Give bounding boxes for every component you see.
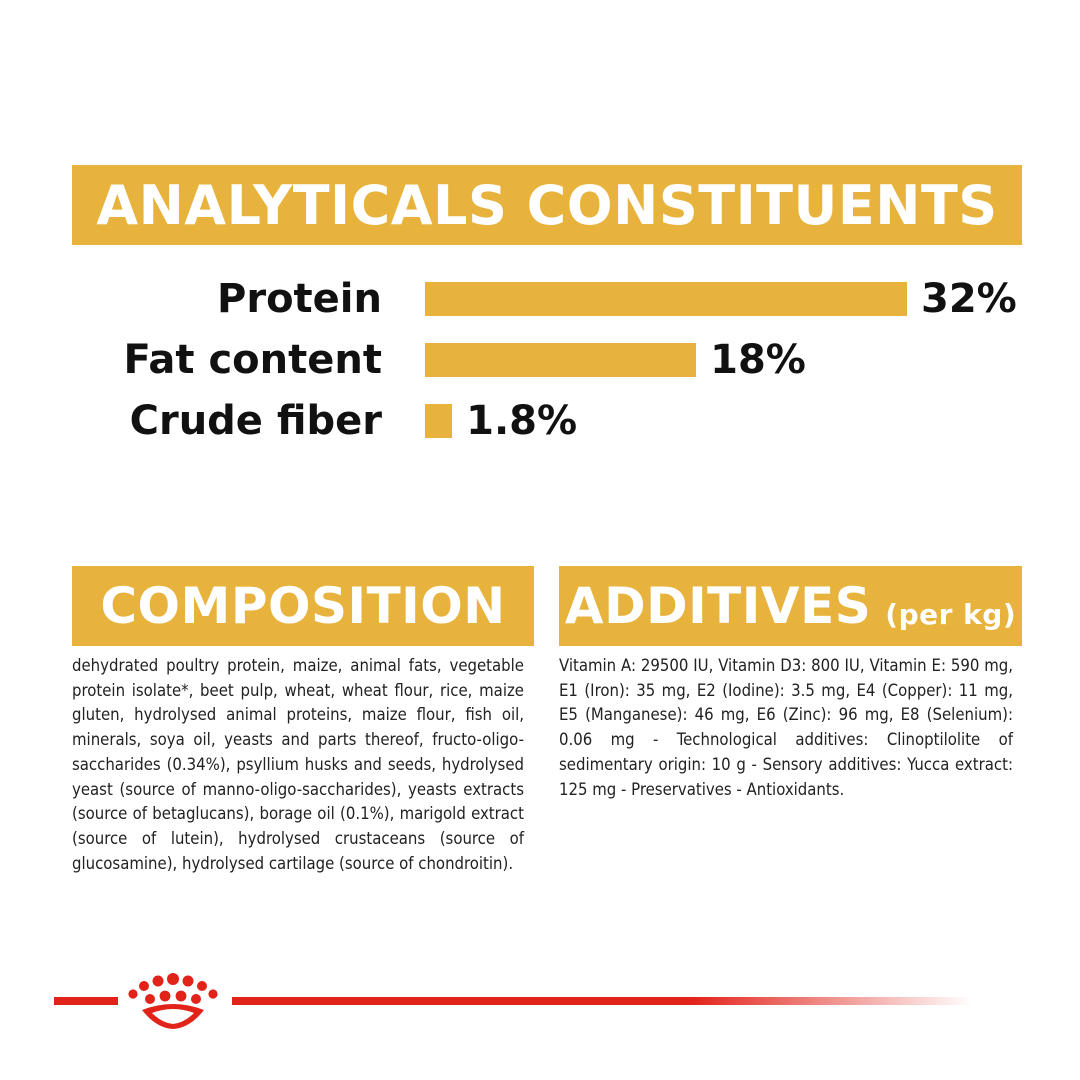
bar-label: Protein <box>217 276 382 322</box>
composition-title: COMPOSITION <box>100 577 506 635</box>
additives-text: Vitamin A: 29500 IU, Vitamin D3: 800 IU, Vitamin E: 590 mg, E1 (Iron): 35 mg, E2 (Iodine): 3.5 mg, E4 (Copper): 11 mg, E5 (Manganese): 46 mg, E6 (Zinc): 96 mg, E8 (Selenium): 0.06 mg - Technological additives: Clinoptilolite of sedimentary origin: 10 g - Sensory additives: Yucca extract: 125 mg - Preservatives - Antioxidants. <box>559 656 1013 799</box>
crown-logo-icon <box>120 972 226 1030</box>
analytics-title: ANALYTICALS CONSTITUENTS <box>96 173 998 237</box>
bar <box>425 343 696 377</box>
bar-value-label: 32% <box>921 276 1017 322</box>
bar-label: Crude fiber <box>129 398 382 444</box>
analytics-banner <box>72 165 1022 245</box>
additives-banner <box>559 566 1022 646</box>
bar-label: Fat content <box>123 337 382 383</box>
bar-value-label: 1.8% <box>466 398 578 444</box>
composition-text: dehydrated poultry protein, maize, animal fats, vegetable protein isolate*, beet pulp, wheat, wheat flour, rice, maize gluten, hydrolysed animal proteins, maize flour, fish oil, minerals, soya oil, yeasts and parts thereof, fructo-oligo-saccharides (0.34%), psyllium husks and seeds, hydrolysed yeast (source of manno-oligo-saccharides), yeasts extracts (source of betaglucans), borage oil (0.1%), marigold extract (source of lutein), hydrolysed crustaceans (source of glucosamine), hydrolysed cartilage (source of chondroitin). <box>72 656 524 873</box>
composition-banner <box>72 566 534 646</box>
footer-line-left <box>54 997 118 1005</box>
additives-unit: (per kg) <box>885 597 1017 631</box>
bar <box>425 282 907 316</box>
bar <box>425 404 452 438</box>
footer-line-right <box>232 997 972 1005</box>
bar-value-label: 18% <box>710 337 806 383</box>
additives-title: ADDITIVES <box>564 577 872 635</box>
